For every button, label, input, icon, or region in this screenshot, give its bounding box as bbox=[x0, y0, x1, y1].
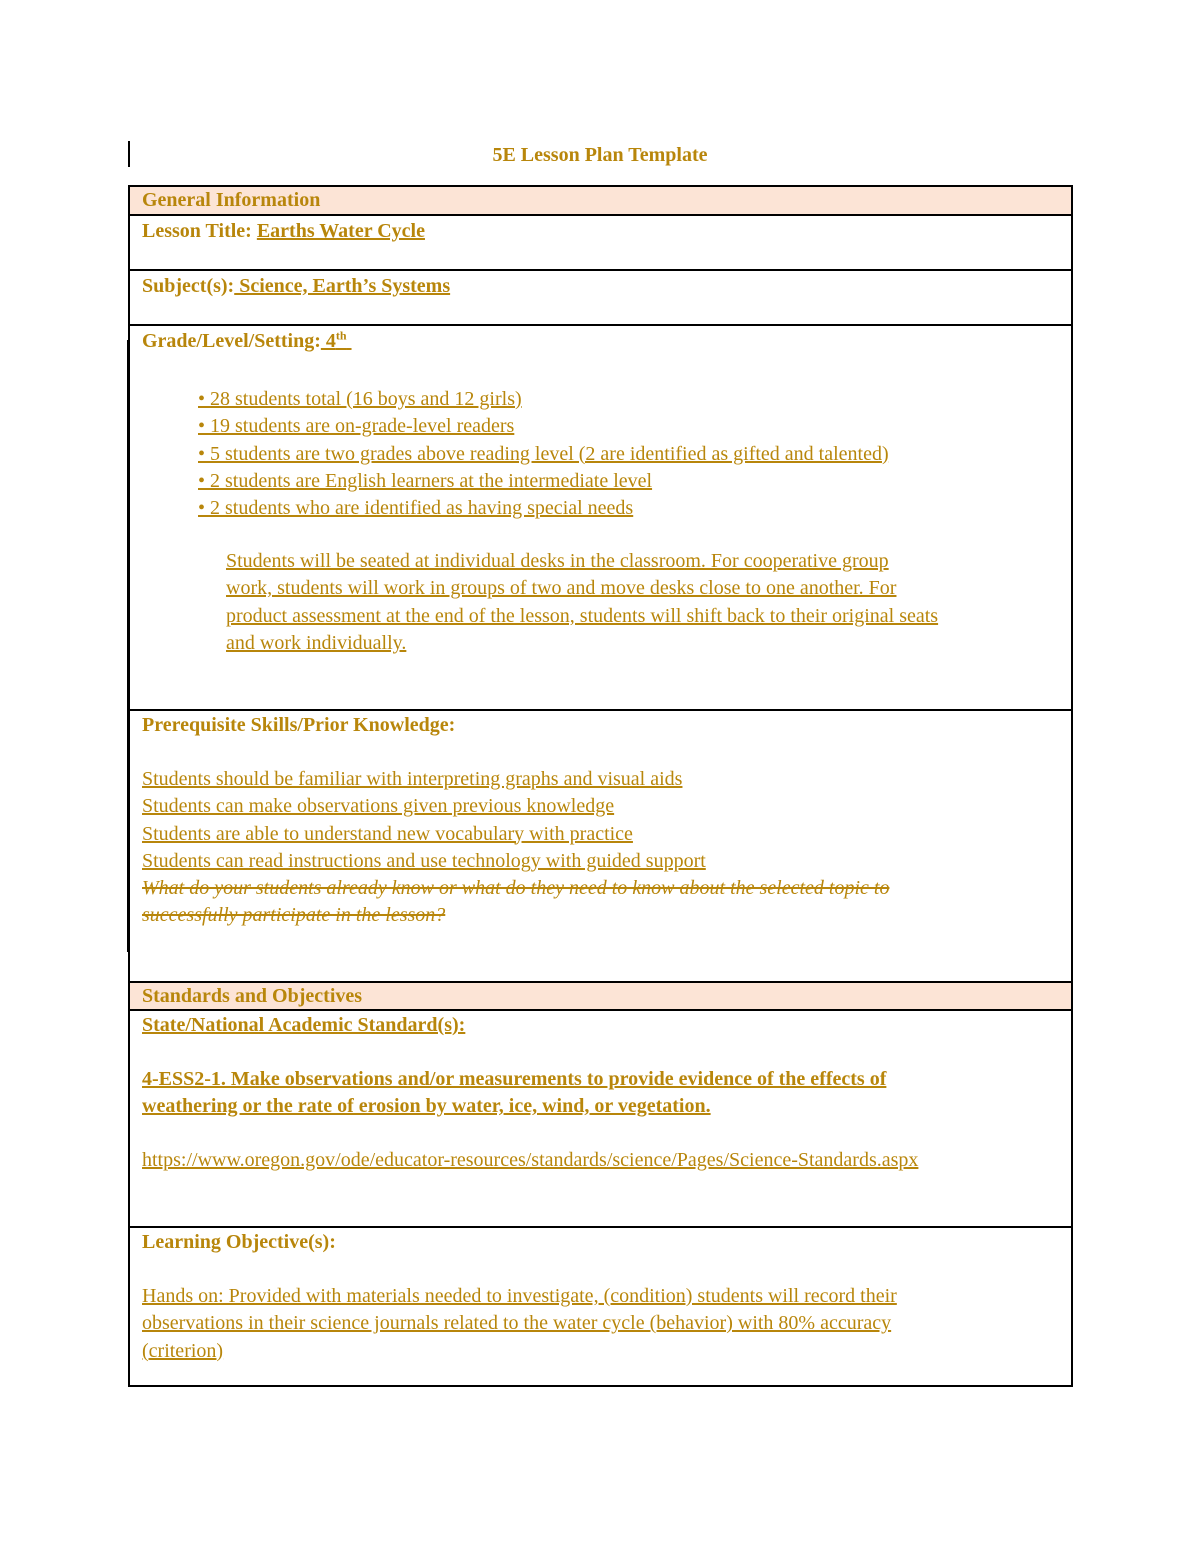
subjects-label: Subject(s): bbox=[142, 275, 235, 297]
student-list bbox=[198, 386, 889, 522]
prerequisite-list bbox=[142, 766, 889, 930]
subjects-value[interactable]: Science, Earth’s Systems bbox=[234, 275, 451, 297]
list-item[interactable]: • 2 students who are identified as having special needs bbox=[198, 497, 634, 520]
paragraph-line[interactable]: weathering or the rate of erosion by water, ice, wind, or vegetation. bbox=[142, 1095, 711, 1118]
struck-prompt-line: successfully participate in the lesson? bbox=[142, 904, 446, 927]
standard-link[interactable]: https://www.oregon.gov/ode/educator-resources/standards/science/Pages/Science-Standards.aspx bbox=[142, 1149, 919, 1171]
row-divider bbox=[130, 709, 1071, 711]
list-item[interactable]: Students should be familiar with interpreting graphs and visual aids bbox=[142, 768, 683, 790]
learning-objective-label: Learning Objective(s): bbox=[142, 1231, 336, 1253]
lesson-title-row bbox=[142, 218, 425, 245]
lesson-plan-table bbox=[128, 185, 1073, 1387]
learning-objective-text bbox=[142, 1283, 897, 1365]
grade-value[interactable]: 4th bbox=[320, 328, 347, 352]
list-item[interactable]: Students can read instructions and use technology with guided support bbox=[142, 849, 706, 872]
grade-row bbox=[142, 328, 352, 355]
row-divider bbox=[130, 324, 1071, 326]
prerequisite-label: Prerequisite Skills/Prior Knowledge: bbox=[142, 714, 456, 736]
seating-paragraph bbox=[226, 548, 938, 657]
list-item[interactable]: • 2 students are English learners at the intermediate level bbox=[198, 469, 653, 492]
general-information-header: General Information bbox=[130, 187, 1071, 216]
list-item[interactable]: Students are able to understand new vocabulary with practice bbox=[142, 822, 633, 845]
paragraph-line[interactable]: and work individually. bbox=[226, 631, 407, 654]
list-item[interactable]: • 5 students are two grades above reading level (2 are identified as gifted and talented) bbox=[198, 442, 889, 465]
standard-text bbox=[142, 1066, 886, 1121]
document-title: 5E Lesson Plan Template bbox=[492, 144, 708, 166]
lesson-title-value[interactable]: Earths Water Cycle bbox=[256, 220, 425, 242]
list-item[interactable]: Students can make observations given previous knowledge bbox=[142, 795, 615, 818]
row-divider bbox=[130, 269, 1071, 271]
struck-prompt-line: What do your students already know or what do they need to know about the selected topic to bbox=[142, 877, 890, 900]
lesson-title-label: Lesson Title: bbox=[142, 220, 252, 242]
grade-label: Grade/Level/Setting: bbox=[142, 330, 321, 352]
row-divider bbox=[130, 1226, 1071, 1228]
paragraph-line[interactable]: product assessment at the end of the lesson, students will shift back to their original seats bbox=[226, 604, 939, 627]
paragraph-line[interactable]: 4-ESS2-1. Make observations and/or measurements to provide evidence of the effects of bbox=[142, 1068, 887, 1090]
subjects-row bbox=[142, 273, 450, 300]
list-item[interactable]: • 19 students are on-grade-level readers bbox=[198, 415, 515, 438]
paragraph-line[interactable]: Students will be seated at individual desks in the classroom. For cooperative group bbox=[226, 550, 889, 572]
paragraph-line[interactable]: work, students will work in groups of two and move desks close to one another. For bbox=[226, 577, 897, 600]
standards-objectives-header: Standards and Objectives bbox=[130, 981, 1071, 1011]
paragraph-line[interactable]: observations in their science journals related to the water cycle (behavior) with 80% accuracy bbox=[142, 1312, 892, 1335]
paragraph-line[interactable]: Hands on: Provided with materials needed to investigate, (condition) students will record their bbox=[142, 1285, 897, 1307]
paragraph-line[interactable]: (criterion) bbox=[142, 1339, 224, 1362]
list-item[interactable]: • 28 students total (16 boys and 12 girls) bbox=[198, 388, 522, 410]
standard-label: State/National Academic Standard(s): bbox=[142, 1014, 466, 1036]
